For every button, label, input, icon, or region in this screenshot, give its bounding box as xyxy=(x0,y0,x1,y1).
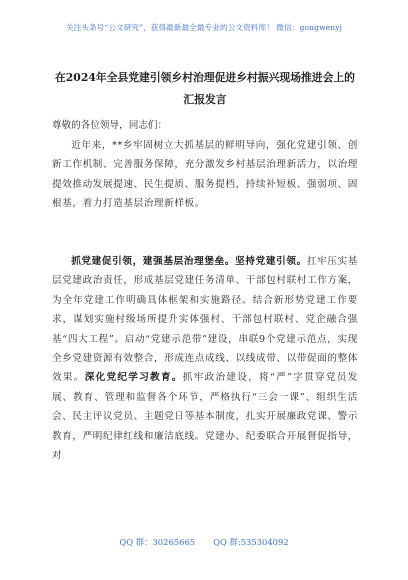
qq-group-2: QQ 群:535304092 xyxy=(213,537,289,547)
paragraph-party-building xyxy=(52,252,358,465)
qq-group-1: QQ 群：30265665 xyxy=(119,537,196,547)
footer xyxy=(0,536,408,548)
header-note: 关注头条号“公文研究”，获得最新最全最专业的公文资料库！ 微信：gongwenyj xyxy=(65,23,343,32)
paragraph-text: 扛牢压实基层党建政治责任，形成基层党建任务清单、干部包村联村工作方案，为全年党建工作明确具体框架和实施路径。结合新形势党建工作要求，谋划实施村级场所提升实体强村、干部包村联村、党企融合强基“四大工程”。启动“党建示范带”建设，串联9个党建示范点，实现全乡党建资源有效整合，形成连点成线、以线成带、以带促面的整体效果。 xyxy=(52,256,359,384)
paragraph-text: 抓牢政治建设，将“严”字贯穿党员发展、教育、管理和监督各个环节，严格执行“三会一课”、组织生活会、民主评议党员、主题党日等基本制度，扎实开展廉政党课、警示教育，严明纪律红线和廉洁底线。党建办、纪委联合开展督促指导，对 xyxy=(52,372,358,462)
paragraph-intro: 近年来，**乡牢固树立大抓基层的鲜明导向，强化党建引领、创新工作机制、完善服务保障，充分激发乡村基层治理新活力，以治理提效推动发展提速、民生提质、服务提档，持续补短板、强弱项、固根基，着力打造基层治理新样板。 xyxy=(52,140,358,210)
salutation: 尊敬的各位领导，同志们： xyxy=(52,120,168,131)
subsection-heading: 坚持党建引领。 xyxy=(235,256,307,267)
section-heading: 抓党建促引领，建强基层治理堡垒。 xyxy=(71,256,236,267)
document-title: 在2024年全县党建引领乡村治理促进乡村振兴现场推进会上的汇报发言 xyxy=(55,71,355,106)
subsection-heading: 深化党纪学习教育。 xyxy=(84,372,183,384)
